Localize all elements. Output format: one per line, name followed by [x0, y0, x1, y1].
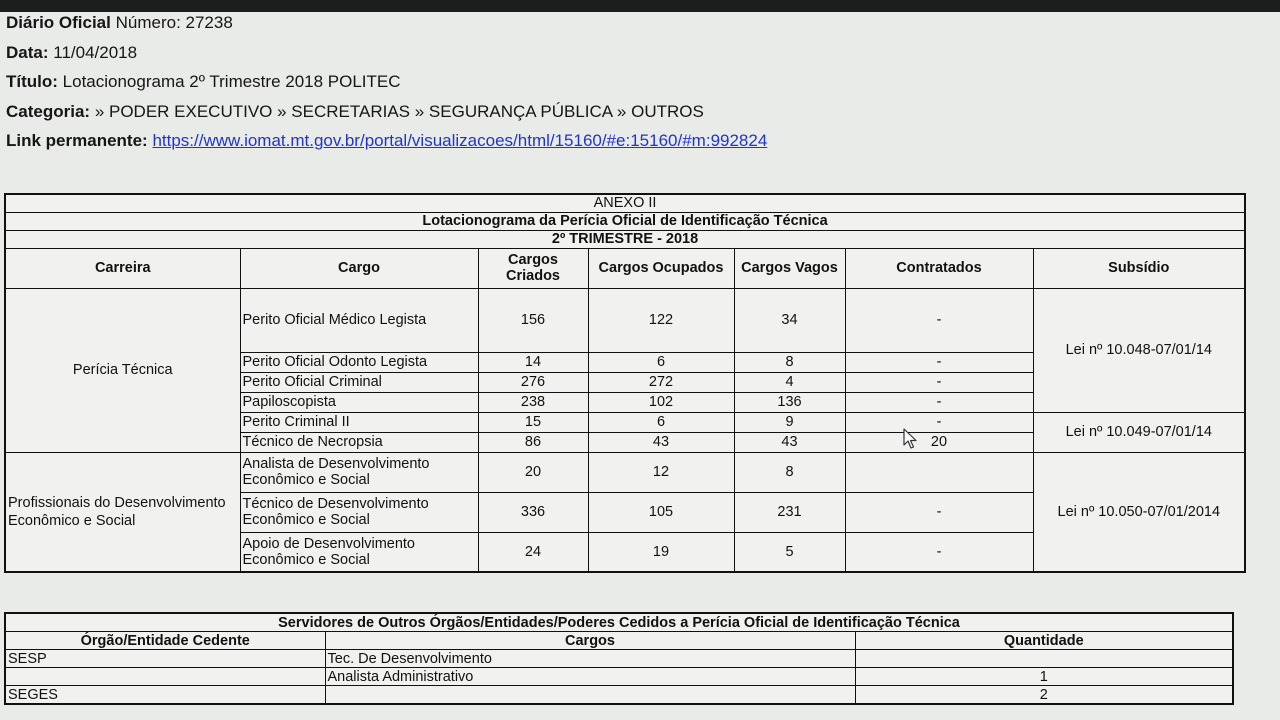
- cargo-cell: Técnico de Desenvolvimento Econômico e Social: [240, 492, 478, 532]
- table-row: [5, 686, 1233, 705]
- contratados-cell: -: [845, 392, 1033, 412]
- criados-cell: 15: [478, 412, 588, 432]
- carreira-pericia-tecnica: Perícia Técnica: [5, 288, 240, 452]
- vagos-cell: 9: [734, 412, 845, 432]
- criados-cell: 156: [478, 288, 588, 352]
- titulo-value: Lotacionograma 2º Trimestre 2018 POLITEC: [62, 72, 401, 92]
- table-row: [5, 650, 1233, 668]
- ocupados-cell: 272: [588, 372, 734, 392]
- vagos-cell: 8: [734, 452, 845, 492]
- cargo-cell: [325, 686, 855, 705]
- contratados-cell: -: [845, 492, 1033, 532]
- header-cargo: Cargo: [240, 248, 478, 288]
- cargo-cell: Perito Oficial Odonto Legista: [240, 352, 478, 372]
- vagos-cell: 43: [734, 432, 845, 452]
- diario-value: Número: 27238: [115, 13, 233, 32]
- mouse-cursor-icon: [903, 428, 919, 450]
- header-cargos: Cargos: [325, 632, 855, 650]
- contratados-cell: [845, 452, 1033, 492]
- table-row: [5, 668, 1233, 686]
- categoria-row: [6, 97, 767, 127]
- data-row: [6, 38, 767, 68]
- header-quantidade: Quantidade: [855, 632, 1233, 650]
- data-value: 11/04/2018: [53, 42, 138, 62]
- criados-cell: 276: [478, 372, 588, 392]
- header-contratados: Contratados: [845, 248, 1033, 288]
- header-vagos: Cargos Vagos: [734, 248, 845, 288]
- document-metadata: [6, 8, 767, 156]
- quantidade-cell: [855, 650, 1233, 668]
- trimestre-title: 2º TRIMESTRE - 2018: [5, 230, 1245, 248]
- ocupados-cell: 12: [588, 452, 734, 492]
- ocupados-cell: 43: [588, 432, 734, 452]
- vagos-cell: 4: [734, 372, 845, 392]
- criados-cell: 336: [478, 492, 588, 532]
- categoria-value: » PODER EXECUTIVO » SECRETARIAS » SEGURANÇA PÚBLICA » OUTROS: [94, 101, 704, 121]
- diario-label: Diário Oficial: [6, 13, 111, 32]
- vagos-cell: 5: [734, 532, 845, 572]
- criados-cell: 20: [478, 452, 588, 492]
- ocupados-cell: 19: [588, 532, 734, 572]
- cargo-cell: Apoio de Desenvolvimento Econômico e Social: [240, 532, 478, 572]
- contratados-cell: -: [845, 352, 1033, 372]
- carreira-profissionais-des: Profissionais do Desenvolvimento Econômico e Social: [5, 452, 240, 572]
- header-ocupados: Cargos Ocupados: [588, 248, 734, 288]
- table-title: Lotacionograma da Perícia Oficial de Identificação Técnica: [5, 212, 1245, 230]
- cargo-cell: Perito Criminal II: [240, 412, 478, 432]
- contratados-cell: -: [845, 372, 1033, 392]
- cargo-cell: Analista de Desenvolvimento Econômico e Social: [240, 452, 478, 492]
- header-carreira: Carreira: [5, 248, 240, 288]
- vagos-cell: 34: [734, 288, 845, 352]
- cargo-cell: Papiloscopista: [240, 392, 478, 412]
- anexo-title: ANEXO II: [5, 194, 1245, 212]
- ocupados-cell: 6: [588, 352, 734, 372]
- cargo-cell: Tec. De Desenvolvimento: [325, 650, 855, 668]
- subsidio-lei-10049: Lei nº 10.049-07/01/14: [1033, 412, 1245, 452]
- cargo-cell: Perito Oficial Criminal: [240, 372, 478, 392]
- ocupados-cell: 122: [588, 288, 734, 352]
- cargo-cell: Técnico de Necropsia: [240, 432, 478, 452]
- criados-cell: 14: [478, 352, 588, 372]
- categoria-label: Categoria:: [6, 101, 91, 121]
- ocupados-cell: 102: [588, 392, 734, 412]
- cargo-cell: Perito Oficial Médico Legista: [240, 288, 478, 352]
- link-row: [6, 126, 767, 156]
- lotacionograma-table: [4, 193, 1246, 573]
- subsidio-lei-10050: Lei nº 10.050-07/01/2014: [1033, 452, 1245, 572]
- quantidade-cell: 1: [855, 668, 1233, 686]
- cargo-cell: Analista Administrativo: [325, 668, 855, 686]
- vagos-cell: 8: [734, 352, 845, 372]
- criados-cell: 24: [478, 532, 588, 572]
- diario-row: [6, 8, 767, 38]
- ocupados-cell: 105: [588, 492, 734, 532]
- header-criados: Cargos Criados: [478, 248, 588, 288]
- vagos-cell: 136: [734, 392, 845, 412]
- cedidos-title: Servidores de Outros Órgãos/Entidades/Poderes Cedidos a Perícia Oficial de Identificação Técnica: [5, 613, 1233, 632]
- titulo-label: Título:: [6, 72, 58, 92]
- contratados-cell: -: [845, 532, 1033, 572]
- orgao-cell: [5, 668, 325, 686]
- titulo-row: [6, 67, 767, 97]
- contratados-cell: 20: [845, 432, 1033, 452]
- link-label: Link permanente:: [6, 131, 148, 151]
- orgao-cell: SEGES: [5, 686, 325, 705]
- table-row: [5, 452, 1245, 492]
- cedidos-table: [4, 612, 1234, 705]
- quantidade-cell: 2: [855, 686, 1233, 705]
- header-orgao: Órgão/Entidade Cedente: [5, 632, 325, 650]
- data-label: Data:: [6, 42, 49, 62]
- criados-cell: 86: [478, 432, 588, 452]
- ocupados-cell: 6: [588, 412, 734, 432]
- table-row: [5, 288, 1245, 352]
- criados-cell: 238: [478, 392, 588, 412]
- header-subsidio: Subsídio: [1033, 248, 1245, 288]
- subsidio-lei-10048: Lei nº 10.048-07/01/14: [1033, 288, 1245, 412]
- orgao-cell: SESP: [5, 650, 325, 668]
- permanent-link[interactable]: https://www.iomat.mt.gov.br/portal/visualizacoes/html/15160/#e:15160/#m:992824: [152, 131, 768, 151]
- contratados-cell: -: [845, 412, 1033, 432]
- contratados-cell: -: [845, 288, 1033, 352]
- vagos-cell: 231: [734, 492, 845, 532]
